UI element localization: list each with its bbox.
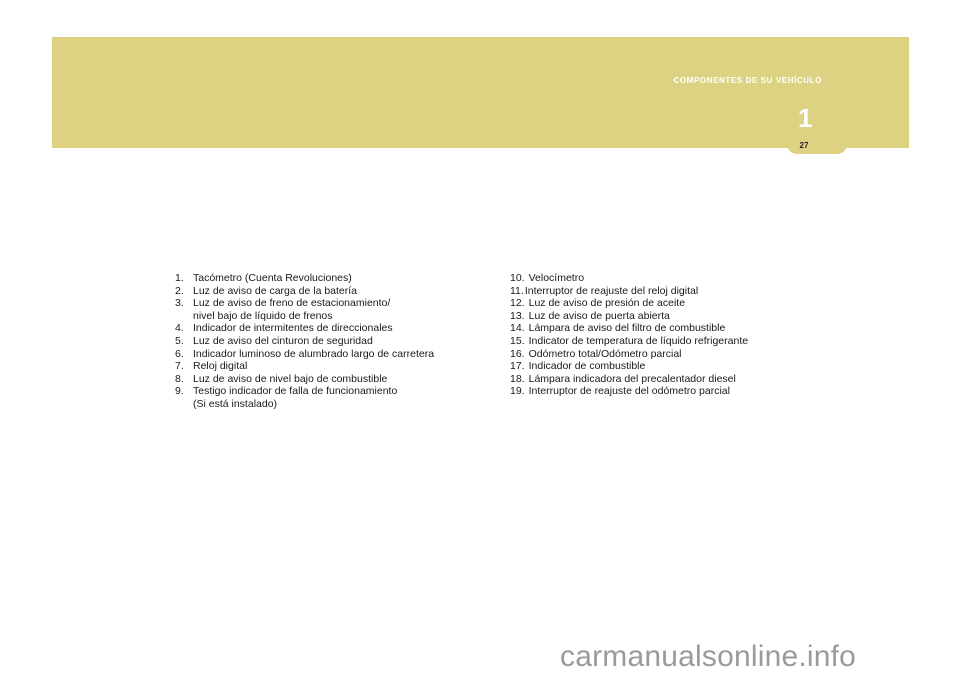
- item-number: 18.: [510, 372, 525, 385]
- item-text: Luz de aviso de presión de aceite: [528, 297, 686, 310]
- list-item: [175, 285, 475, 298]
- item-text: Luz de aviso de freno de estacionamiento/ nivel bajo de líquido de frenos: [193, 297, 391, 322]
- item-text: Indicador de combustible: [528, 360, 646, 373]
- list-item: [175, 360, 475, 373]
- list-item: [510, 373, 790, 386]
- watermark: carmanualsonline.info: [560, 640, 857, 673]
- item-number: 5.: [175, 334, 184, 347]
- list-item: [510, 272, 790, 285]
- item-number: 19.: [510, 385, 525, 398]
- item-text: Reloj digital: [193, 360, 248, 373]
- component-list-right: [510, 272, 790, 398]
- item-number: 7.: [175, 360, 184, 373]
- list-item: [175, 335, 475, 348]
- item-number: 13.: [510, 309, 525, 322]
- item-text: Interruptor de reajuste del odómetro parcial: [528, 385, 730, 398]
- list-item: [175, 385, 475, 410]
- list-item: [510, 297, 790, 310]
- list-item: [175, 373, 475, 386]
- item-number: 2.: [175, 284, 184, 297]
- item-text: Indicador de intermitentes de direccionales: [193, 322, 393, 335]
- item-text: Odómetro total/Odómetro parcial: [528, 347, 682, 360]
- item-text: Luz de aviso de nivel bajo de combustible: [193, 372, 388, 385]
- list-item: [510, 322, 790, 335]
- item-number: 6.: [175, 347, 184, 360]
- header-band: [52, 37, 909, 148]
- chapter-number: 1: [798, 103, 813, 133]
- list-item: [510, 348, 790, 361]
- list-item: [175, 348, 475, 361]
- item-number: 9.: [175, 385, 184, 398]
- list-item: [510, 360, 790, 373]
- item-text: Luz de aviso de puerta abierta: [528, 309, 670, 322]
- item-text: Indicador luminoso de alumbrado largo de carretera: [193, 347, 435, 360]
- list-item: [510, 285, 790, 298]
- list-item: [175, 322, 475, 335]
- item-number: 11.: [510, 284, 524, 297]
- item-number: 16.: [510, 347, 525, 360]
- item-number: 17.: [510, 360, 525, 373]
- item-text: Lámpara indicadora del precalentador diesel: [528, 372, 736, 385]
- item-number: 3.: [175, 297, 184, 310]
- item-number: 1.: [175, 272, 184, 284]
- item-number: 8.: [175, 372, 184, 385]
- item-text: Lámpara de aviso del filtro de combustible: [528, 322, 726, 335]
- item-text: Testigo indicador de falla de funcionamiento (Si está instalado): [193, 385, 398, 410]
- item-number: 4.: [175, 322, 184, 335]
- page-number: 27: [799, 141, 809, 150]
- item-text: Tacómetro (Cuenta Revoluciones): [193, 272, 352, 284]
- list-item: [510, 335, 790, 348]
- list-item: [175, 297, 475, 322]
- component-list-left: [175, 272, 475, 411]
- item-number: 10.: [510, 272, 525, 284]
- item-number: 14.: [510, 322, 525, 335]
- item-text: Velocímetro: [528, 272, 585, 284]
- item-number: 15.: [510, 334, 525, 347]
- item-text: Indicator de temperatura de líquido refrigerante: [528, 334, 749, 347]
- item-text: Luz de aviso del cinturon de seguridad: [193, 334, 373, 347]
- list-item: [510, 385, 790, 398]
- section-title: COMPONENTES DE SU VEHÍCULO: [673, 76, 822, 85]
- list-item: [175, 272, 475, 285]
- list-item: [510, 310, 790, 323]
- item-text: Interruptor de reajuste del reloj digital: [524, 284, 699, 297]
- item-number: 12.: [510, 297, 525, 310]
- item-text: Luz de aviso de carga de la batería: [193, 284, 358, 297]
